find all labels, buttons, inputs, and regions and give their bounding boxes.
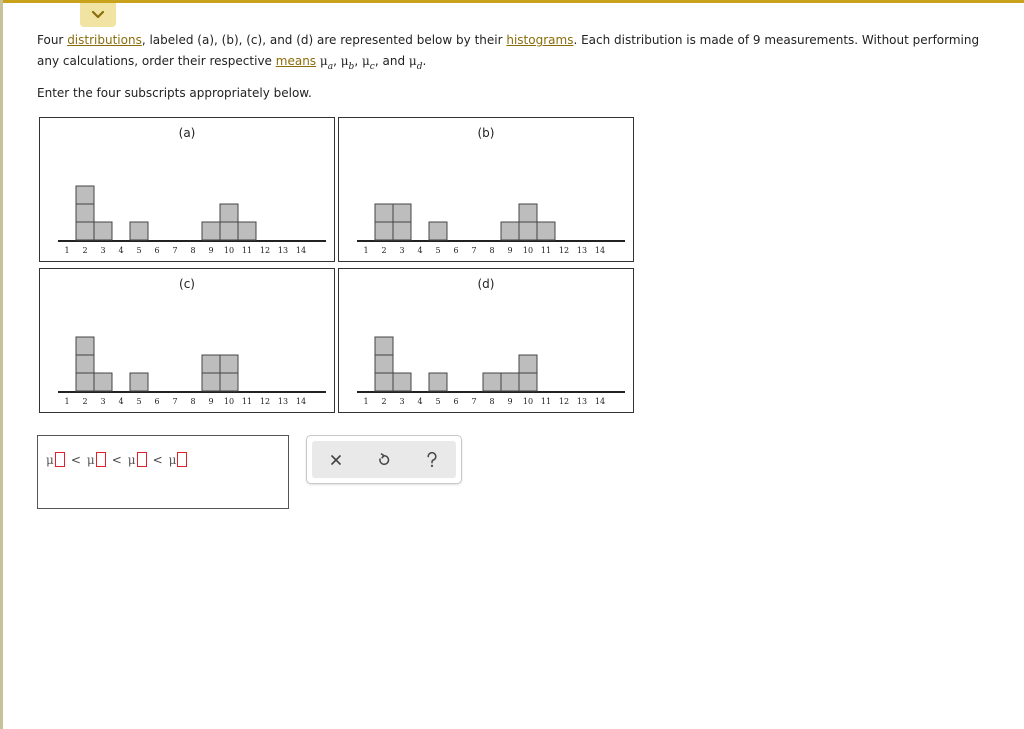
histogram-box — [375, 373, 393, 391]
tick-label: 2 — [82, 246, 88, 255]
means-link[interactable]: means — [275, 54, 317, 68]
tick-label: 13 — [277, 397, 289, 406]
top-accent-bar — [0, 0, 1024, 3]
tick-label: 12 — [558, 397, 570, 406]
tick-label: 11 — [241, 397, 253, 406]
help-button[interactable] — [416, 445, 448, 475]
tick-label: 3 — [100, 397, 106, 406]
tick-label: 11 — [540, 246, 552, 255]
tick-label: 9 — [208, 246, 214, 255]
tick-label: 7 — [471, 246, 477, 255]
subscript-slot-1[interactable] — [55, 452, 65, 467]
undo-button[interactable] — [368, 445, 400, 475]
answer-box — [37, 435, 289, 509]
question-part: Four — [37, 33, 64, 47]
question-part: . Each distribution is made of 9 measurements. Without performing any calculations, order their respective — [37, 33, 980, 68]
histogram-box — [501, 373, 519, 391]
left-accent-bar — [0, 0, 3, 729]
tick-label: 11 — [241, 246, 253, 255]
tick-label: 14 — [594, 246, 606, 255]
less-than-sign: < — [152, 453, 163, 467]
tick-label: 7 — [172, 246, 178, 255]
histogram-box — [220, 373, 238, 391]
tick-label: 11 — [540, 397, 552, 406]
subscript-slot-4[interactable] — [177, 452, 187, 467]
histogram-box — [202, 355, 220, 373]
and-word: and — [382, 54, 406, 68]
mu-symbol: μ — [127, 453, 136, 467]
histograms-link[interactable]: histograms — [506, 33, 574, 47]
histogram-b — [339, 118, 633, 261]
subscript-slot-3[interactable] — [137, 452, 147, 467]
tick-label: 6 — [453, 246, 459, 255]
histogram-box — [76, 337, 94, 355]
tick-label: 8 — [489, 246, 495, 255]
subscript-d: d — [416, 62, 423, 72]
histogram-box — [375, 355, 393, 373]
tick-label: 13 — [576, 246, 588, 255]
histogram-box — [393, 204, 411, 222]
mu-symbol: μ — [168, 453, 177, 467]
question-text — [37, 30, 997, 78]
question-mark-icon — [426, 452, 438, 468]
less-than-sign: < — [70, 453, 81, 467]
histogram-box — [519, 355, 537, 373]
tick-label: 5 — [136, 397, 142, 406]
histogram-box — [76, 204, 94, 222]
tick-label: 1 — [64, 246, 70, 255]
tick-label: 4 — [417, 246, 423, 255]
tick-label: 13 — [576, 397, 588, 406]
tick-label: 3 — [399, 246, 405, 255]
tick-label: 7 — [471, 397, 477, 406]
tick-label: 8 — [190, 397, 196, 406]
histogram-box — [483, 373, 501, 391]
histogram-panel-c — [39, 268, 335, 413]
tick-label: 3 — [399, 397, 405, 406]
tick-label: 5 — [435, 246, 441, 255]
histogram-panel-d — [338, 268, 634, 413]
tick-label: 2 — [381, 397, 387, 406]
question-part: , labeled (a), (b), (c), and (d) are represented below by their — [141, 33, 503, 47]
tick-label: 12 — [558, 246, 570, 255]
tick-label: 12 — [259, 397, 271, 406]
tick-label: 7 — [172, 397, 178, 406]
action-buttons — [312, 441, 456, 478]
mu-symbol: μ — [340, 54, 349, 68]
mu-symbol: μ — [319, 54, 328, 68]
tick-label: 10 — [522, 397, 534, 406]
histogram-box — [393, 222, 411, 240]
histogram-box — [220, 355, 238, 373]
close-icon — [330, 454, 342, 466]
tick-label: 10 — [522, 246, 534, 255]
subscript-b: b — [348, 62, 355, 72]
tick-label: 3 — [100, 246, 106, 255]
tick-label: 4 — [118, 397, 124, 406]
ordering-expression — [46, 452, 187, 467]
tick-label: 4 — [118, 246, 124, 255]
action-panel — [306, 435, 462, 484]
subscript-c: c — [369, 62, 375, 72]
histogram-box — [393, 373, 411, 391]
histogram-box — [94, 222, 112, 240]
histogram-box — [238, 222, 256, 240]
histogram-panel-a — [39, 117, 335, 262]
tick-label: 2 — [82, 397, 88, 406]
histogram-box — [519, 222, 537, 240]
tick-label: 14 — [295, 397, 307, 406]
instruction-text: Enter the four subscripts appropriately below. — [37, 86, 312, 100]
histogram-label: (d) — [477, 277, 495, 291]
histogram-box — [220, 222, 238, 240]
histogram-box — [220, 204, 238, 222]
histogram-box — [202, 373, 220, 391]
mu-symbol: μ — [361, 54, 370, 68]
separator: , — [333, 54, 337, 68]
tick-label: 9 — [507, 397, 513, 406]
period: . — [422, 54, 427, 68]
tick-label: 5 — [435, 397, 441, 406]
tick-label: 6 — [154, 246, 160, 255]
tick-label: 1 — [363, 246, 369, 255]
mu-symbol: μ — [408, 54, 417, 68]
subscript-a: a — [327, 62, 334, 72]
tick-label: 2 — [381, 246, 387, 255]
distributions-link[interactable]: distributions — [67, 33, 142, 47]
tick-label: 14 — [295, 246, 307, 255]
tick-label: 10 — [223, 397, 235, 406]
chevron-down-icon — [91, 10, 105, 20]
histogram-box — [76, 222, 94, 240]
tick-label: 1 — [363, 397, 369, 406]
separator: , — [354, 54, 359, 68]
histogram-box — [375, 204, 393, 222]
undo-icon — [377, 453, 391, 467]
tick-label: 13 — [277, 246, 289, 255]
histogram-box — [429, 222, 447, 240]
histogram-box — [130, 373, 148, 391]
separator: , — [374, 54, 379, 68]
mu-symbol: μ — [46, 453, 54, 467]
tick-label: 4 — [417, 397, 423, 406]
tick-label: 10 — [223, 246, 235, 255]
less-than-sign: < — [111, 453, 122, 467]
tick-label: 8 — [190, 246, 196, 255]
subscript-slot-2[interactable] — [96, 452, 106, 467]
histogram-box — [130, 222, 148, 240]
tick-label: 9 — [208, 397, 214, 406]
histogram-box — [76, 373, 94, 391]
histogram-label: (c) — [179, 277, 195, 291]
tick-label: 6 — [453, 397, 459, 406]
tick-label: 12 — [259, 246, 271, 255]
histogram-label: (b) — [477, 126, 495, 140]
histogram-box — [519, 204, 537, 222]
histogram-box — [375, 337, 393, 355]
histogram-label: (a) — [178, 126, 196, 140]
histogram-c — [40, 269, 334, 412]
tick-label: 5 — [136, 246, 142, 255]
histogram-box — [429, 373, 447, 391]
histogram-box — [537, 222, 555, 240]
histogram-box — [76, 355, 94, 373]
histogram-panel-b — [338, 117, 634, 262]
histogram-box — [519, 373, 537, 391]
histogram-a — [40, 118, 334, 261]
tick-label: 1 — [64, 397, 70, 406]
histogram-box — [375, 222, 393, 240]
histogram-d — [339, 269, 633, 412]
histogram-box — [202, 222, 220, 240]
tick-label: 9 — [507, 246, 513, 255]
collapse-tab[interactable] — [80, 3, 116, 27]
tick-label: 8 — [489, 397, 495, 406]
mu-symbol: μ — [86, 453, 95, 467]
histogram-box — [76, 186, 94, 204]
tick-label: 14 — [594, 397, 606, 406]
histogram-box — [501, 222, 519, 240]
clear-button[interactable] — [320, 445, 352, 475]
tick-label: 6 — [154, 397, 160, 406]
histogram-box — [94, 373, 112, 391]
